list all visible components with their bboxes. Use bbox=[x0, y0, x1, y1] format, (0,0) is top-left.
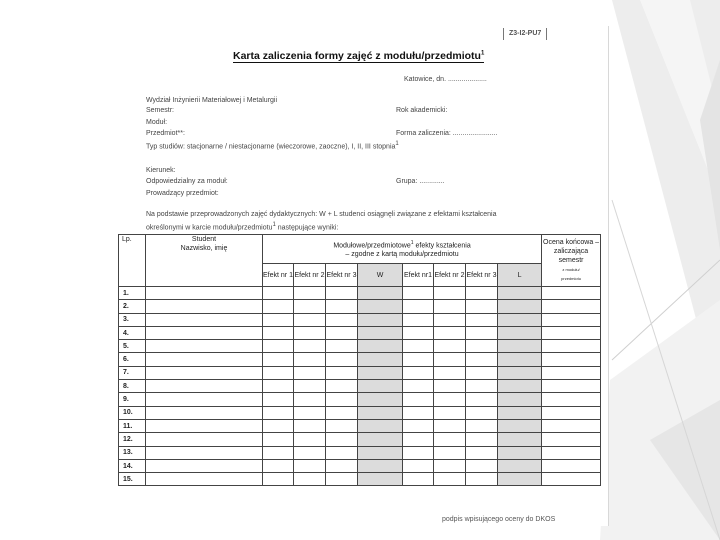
grade-cell[interactable] bbox=[358, 287, 403, 300]
grade-cell[interactable] bbox=[294, 446, 326, 459]
grade-cell[interactable] bbox=[326, 326, 358, 339]
grade-cell[interactable] bbox=[358, 380, 403, 393]
row-number: 1. bbox=[119, 287, 146, 300]
grade-cell[interactable] bbox=[434, 393, 466, 406]
lecture-w-header: W bbox=[358, 264, 403, 287]
grade-cell[interactable] bbox=[294, 393, 326, 406]
grade-cell[interactable] bbox=[466, 287, 498, 300]
table-row bbox=[119, 473, 601, 486]
learning-effects-header: Modułowe/przedmiotowe$^1$ efekty kształcenia – zgodne z kartą modułu/przedmiotu bbox=[263, 235, 542, 264]
row-number: 9. bbox=[119, 393, 146, 406]
student-name-cell[interactable] bbox=[146, 366, 263, 379]
final-grade-cell[interactable] bbox=[542, 446, 601, 459]
grade-cell[interactable] bbox=[403, 300, 434, 313]
effect-header: Efekt nr 1 bbox=[263, 264, 294, 287]
signature-caption: podpis wpisującego oceny do DKOS bbox=[442, 516, 556, 523]
final-grade-cell[interactable] bbox=[542, 300, 601, 313]
grade-cell[interactable] bbox=[294, 326, 326, 339]
grade-cell[interactable] bbox=[434, 326, 466, 339]
table-row bbox=[119, 446, 601, 459]
effect-header: Efekt nr1 bbox=[403, 264, 434, 287]
grade-cell[interactable] bbox=[466, 446, 498, 459]
grade-cell[interactable] bbox=[466, 393, 498, 406]
grade-cell[interactable] bbox=[434, 459, 466, 472]
table-row bbox=[119, 380, 601, 393]
grade-cell[interactable] bbox=[263, 380, 294, 393]
grade-cell[interactable] bbox=[434, 473, 466, 486]
grade-cell[interactable] bbox=[326, 459, 358, 472]
final-grade-cell[interactable] bbox=[542, 313, 601, 326]
grade-cell[interactable] bbox=[263, 433, 294, 446]
final-grade-header: Ocena końcowa – zaliczająca semestr z modułu/ przedmiotu bbox=[542, 235, 601, 287]
grade-cell[interactable] bbox=[403, 393, 434, 406]
row-number: 2. bbox=[119, 300, 146, 313]
grade-cell[interactable] bbox=[498, 433, 542, 446]
final-grade-cell[interactable] bbox=[542, 366, 601, 379]
row-number: 5. bbox=[119, 340, 146, 353]
grade-cell[interactable] bbox=[358, 459, 403, 472]
grade-cell[interactable] bbox=[403, 419, 434, 432]
table-row bbox=[119, 406, 601, 419]
subject-label: Przedmiot**: bbox=[146, 130, 185, 137]
page-title: Karta zaliczenia formy zajęć z modułu/przedmiotu$^1$ bbox=[233, 50, 485, 62]
final-grade-cell[interactable] bbox=[542, 380, 601, 393]
grade-cell[interactable] bbox=[326, 313, 358, 326]
grade-cell[interactable] bbox=[403, 353, 434, 366]
grade-cell[interactable] bbox=[498, 366, 542, 379]
grade-cell[interactable] bbox=[358, 300, 403, 313]
student-name-cell[interactable] bbox=[146, 380, 263, 393]
grade-cell[interactable] bbox=[263, 300, 294, 313]
grade-cell[interactable] bbox=[498, 393, 542, 406]
student-name-cell[interactable] bbox=[146, 419, 263, 432]
grade-cell[interactable] bbox=[294, 340, 326, 353]
grade-cell[interactable] bbox=[294, 366, 326, 379]
grade-cell[interactable] bbox=[326, 300, 358, 313]
final-grade-cell[interactable] bbox=[542, 406, 601, 419]
grade-cell[interactable] bbox=[466, 326, 498, 339]
grade-cell[interactable] bbox=[358, 353, 403, 366]
grade-cell[interactable] bbox=[403, 287, 434, 300]
grade-cell[interactable] bbox=[294, 473, 326, 486]
grade-cell[interactable] bbox=[294, 313, 326, 326]
grade-cell[interactable] bbox=[294, 433, 326, 446]
final-grade-cell[interactable] bbox=[542, 353, 601, 366]
grade-cell[interactable] bbox=[498, 406, 542, 419]
final-grade-cell[interactable] bbox=[542, 326, 601, 339]
grade-cell[interactable] bbox=[326, 433, 358, 446]
grade-cell[interactable] bbox=[466, 380, 498, 393]
grade-cell[interactable] bbox=[263, 313, 294, 326]
student-name-cell[interactable] bbox=[146, 340, 263, 353]
student-name-cell[interactable] bbox=[146, 473, 263, 486]
field-of-study-label: Kierunek: bbox=[146, 167, 176, 174]
row-number: 8. bbox=[119, 380, 146, 393]
grades-table bbox=[118, 234, 601, 486]
effect-header: Efekt nr 3 bbox=[326, 264, 358, 287]
grade-cell[interactable] bbox=[466, 419, 498, 432]
student-header: Student Nazwisko, imię bbox=[146, 235, 263, 287]
grade-cell[interactable] bbox=[358, 326, 403, 339]
grade-cell[interactable] bbox=[403, 366, 434, 379]
grade-cell[interactable] bbox=[263, 353, 294, 366]
grade-cell[interactable] bbox=[403, 433, 434, 446]
grade-cell[interactable] bbox=[358, 340, 403, 353]
final-grade-cell[interactable] bbox=[542, 340, 601, 353]
table-row bbox=[119, 287, 601, 300]
grade-cell[interactable] bbox=[294, 459, 326, 472]
grade-cell[interactable] bbox=[434, 353, 466, 366]
grade-cell[interactable] bbox=[403, 340, 434, 353]
grade-cell[interactable] bbox=[498, 340, 542, 353]
final-grade-cell[interactable] bbox=[542, 459, 601, 472]
faculty-name: Wydział Inżynierii Materiałowej i Metalurgii bbox=[146, 97, 278, 104]
student-name-cell[interactable] bbox=[146, 433, 263, 446]
grade-cell[interactable] bbox=[294, 353, 326, 366]
grade-cell[interactable] bbox=[263, 459, 294, 472]
grade-cell[interactable] bbox=[466, 300, 498, 313]
grade-cell[interactable] bbox=[498, 326, 542, 339]
grade-cell[interactable] bbox=[434, 380, 466, 393]
place-date: Katowice, dn. .................... bbox=[404, 76, 487, 83]
grade-cell[interactable] bbox=[434, 287, 466, 300]
student-name-cell[interactable] bbox=[146, 353, 263, 366]
grade-cell[interactable] bbox=[498, 313, 542, 326]
grade-cell[interactable] bbox=[434, 313, 466, 326]
grade-cell[interactable] bbox=[326, 393, 358, 406]
grade-cell[interactable] bbox=[263, 366, 294, 379]
student-name-cell[interactable] bbox=[146, 313, 263, 326]
grade-cell[interactable] bbox=[263, 287, 294, 300]
grade-cell[interactable] bbox=[263, 446, 294, 459]
row-number: 3. bbox=[119, 313, 146, 326]
grade-cell[interactable] bbox=[326, 473, 358, 486]
grade-cell[interactable] bbox=[403, 473, 434, 486]
table-row bbox=[119, 353, 601, 366]
student-name-cell[interactable] bbox=[146, 393, 263, 406]
table-row bbox=[119, 340, 601, 353]
grade-cell[interactable] bbox=[326, 340, 358, 353]
grade-cell[interactable] bbox=[466, 433, 498, 446]
grade-cell[interactable] bbox=[403, 459, 434, 472]
grade-cell[interactable] bbox=[498, 446, 542, 459]
grade-cell[interactable] bbox=[498, 287, 542, 300]
grade-cell[interactable] bbox=[326, 380, 358, 393]
instructor-label: Prowadzący przedmiot: bbox=[146, 190, 219, 197]
grade-cell[interactable] bbox=[403, 406, 434, 419]
grade-cell[interactable] bbox=[434, 300, 466, 313]
grade-cell[interactable] bbox=[326, 446, 358, 459]
grade-cell[interactable] bbox=[403, 446, 434, 459]
grade-cell[interactable] bbox=[294, 287, 326, 300]
grade-cell[interactable] bbox=[263, 406, 294, 419]
grade-cell[interactable] bbox=[466, 313, 498, 326]
grade-cell[interactable] bbox=[263, 419, 294, 432]
final-grade-cell[interactable] bbox=[542, 433, 601, 446]
grade-cell[interactable] bbox=[434, 419, 466, 432]
table-row bbox=[119, 366, 601, 379]
grade-cell[interactable] bbox=[498, 473, 542, 486]
grade-cell[interactable] bbox=[434, 446, 466, 459]
grade-cell[interactable] bbox=[263, 473, 294, 486]
grade-cell[interactable] bbox=[358, 366, 403, 379]
grade-cell[interactable] bbox=[498, 353, 542, 366]
grade-cell[interactable] bbox=[358, 419, 403, 432]
semester-label: Semestr: bbox=[146, 107, 175, 114]
student-name-cell[interactable] bbox=[146, 459, 263, 472]
effect-header: Efekt nr 3 bbox=[466, 264, 498, 287]
row-number: 12. bbox=[119, 433, 146, 446]
grade-cell[interactable] bbox=[326, 287, 358, 300]
grade-cell[interactable] bbox=[434, 340, 466, 353]
grade-cell[interactable] bbox=[263, 393, 294, 406]
grade-cell[interactable] bbox=[294, 406, 326, 419]
grade-cell[interactable] bbox=[434, 406, 466, 419]
table-row bbox=[119, 393, 601, 406]
student-name-cell[interactable] bbox=[146, 406, 263, 419]
final-grade-cell[interactable] bbox=[542, 287, 601, 300]
grade-cell[interactable] bbox=[263, 340, 294, 353]
effect-header: Efekt nr 2 bbox=[294, 264, 326, 287]
grade-cell[interactable] bbox=[358, 433, 403, 446]
student-name-cell[interactable] bbox=[146, 300, 263, 313]
table-row bbox=[119, 313, 601, 326]
effect-header: Efekt nr 2 bbox=[434, 264, 466, 287]
table-row bbox=[119, 326, 601, 339]
table-row bbox=[119, 459, 601, 472]
document-code: Z3-I2-PU7 bbox=[503, 28, 547, 40]
final-grade-cell[interactable] bbox=[542, 393, 601, 406]
assessment-form-label: Forma zaliczenia: ....................... bbox=[396, 130, 498, 137]
final-grade-cell[interactable] bbox=[542, 473, 601, 486]
study-type: Typ studiów: stacjonarne / niestacjonarne (wieczorowe, zaoczne), I, II, III stopnia$^1$ bbox=[146, 141, 399, 151]
group-label: Grupa: ............. bbox=[396, 178, 445, 185]
grade-cell[interactable] bbox=[498, 300, 542, 313]
academic-year-label: Rok akademicki: bbox=[396, 107, 448, 114]
row-number: 7. bbox=[119, 366, 146, 379]
grade-cell[interactable] bbox=[263, 326, 294, 339]
row-number: 14. bbox=[119, 459, 146, 472]
grade-cell[interactable] bbox=[326, 366, 358, 379]
grade-cell[interactable] bbox=[434, 433, 466, 446]
grade-cell[interactable] bbox=[466, 353, 498, 366]
grade-cell[interactable] bbox=[294, 419, 326, 432]
student-name-cell[interactable] bbox=[146, 326, 263, 339]
grade-cell[interactable] bbox=[326, 353, 358, 366]
statement-line-2: określonymi w karcie modułu/przedmiotu$^1$ następujące wyniki: bbox=[146, 222, 339, 232]
table-row bbox=[119, 419, 601, 432]
row-number: 6. bbox=[119, 353, 146, 366]
module-responsible-label: Odpowiedzialny za moduł: bbox=[146, 178, 228, 185]
grade-cell[interactable] bbox=[498, 380, 542, 393]
statement-line-1: Na podstawie przeprowadzonych zajęć dydaktycznych: W + L studenci osiągnęli związane z efektami kształcenia bbox=[146, 211, 497, 218]
grade-cell[interactable] bbox=[358, 393, 403, 406]
row-number: 10. bbox=[119, 406, 146, 419]
grade-cell[interactable] bbox=[466, 366, 498, 379]
table-row bbox=[119, 300, 601, 313]
grade-cell[interactable] bbox=[294, 380, 326, 393]
row-number: 11. bbox=[119, 419, 146, 432]
grade-cell[interactable] bbox=[498, 459, 542, 472]
final-grade-cell[interactable] bbox=[542, 419, 601, 432]
grade-cell[interactable] bbox=[326, 406, 358, 419]
table-row bbox=[119, 433, 601, 446]
student-name-cell[interactable] bbox=[146, 446, 263, 459]
student-name-cell[interactable] bbox=[146, 287, 263, 300]
grade-cell[interactable] bbox=[358, 406, 403, 419]
grade-cell[interactable] bbox=[403, 380, 434, 393]
row-number: 15. bbox=[119, 473, 146, 486]
grade-cell[interactable] bbox=[498, 419, 542, 432]
grade-cell[interactable] bbox=[358, 473, 403, 486]
grade-cell[interactable] bbox=[466, 340, 498, 353]
row-number: 4. bbox=[119, 326, 146, 339]
grade-cell[interactable] bbox=[358, 446, 403, 459]
grade-cell[interactable] bbox=[466, 406, 498, 419]
grade-cell[interactable] bbox=[434, 366, 466, 379]
grade-cell[interactable] bbox=[466, 459, 498, 472]
lab-l-header: L bbox=[498, 264, 542, 287]
grade-cell[interactable] bbox=[403, 326, 434, 339]
grade-cell[interactable] bbox=[294, 300, 326, 313]
grade-cell[interactable] bbox=[466, 473, 498, 486]
grade-cell[interactable] bbox=[326, 419, 358, 432]
lp-header: Lp. bbox=[119, 235, 146, 287]
row-number: 13. bbox=[119, 446, 146, 459]
module-label: Moduł: bbox=[146, 119, 168, 126]
grade-cell[interactable] bbox=[358, 313, 403, 326]
grade-cell[interactable] bbox=[403, 313, 434, 326]
